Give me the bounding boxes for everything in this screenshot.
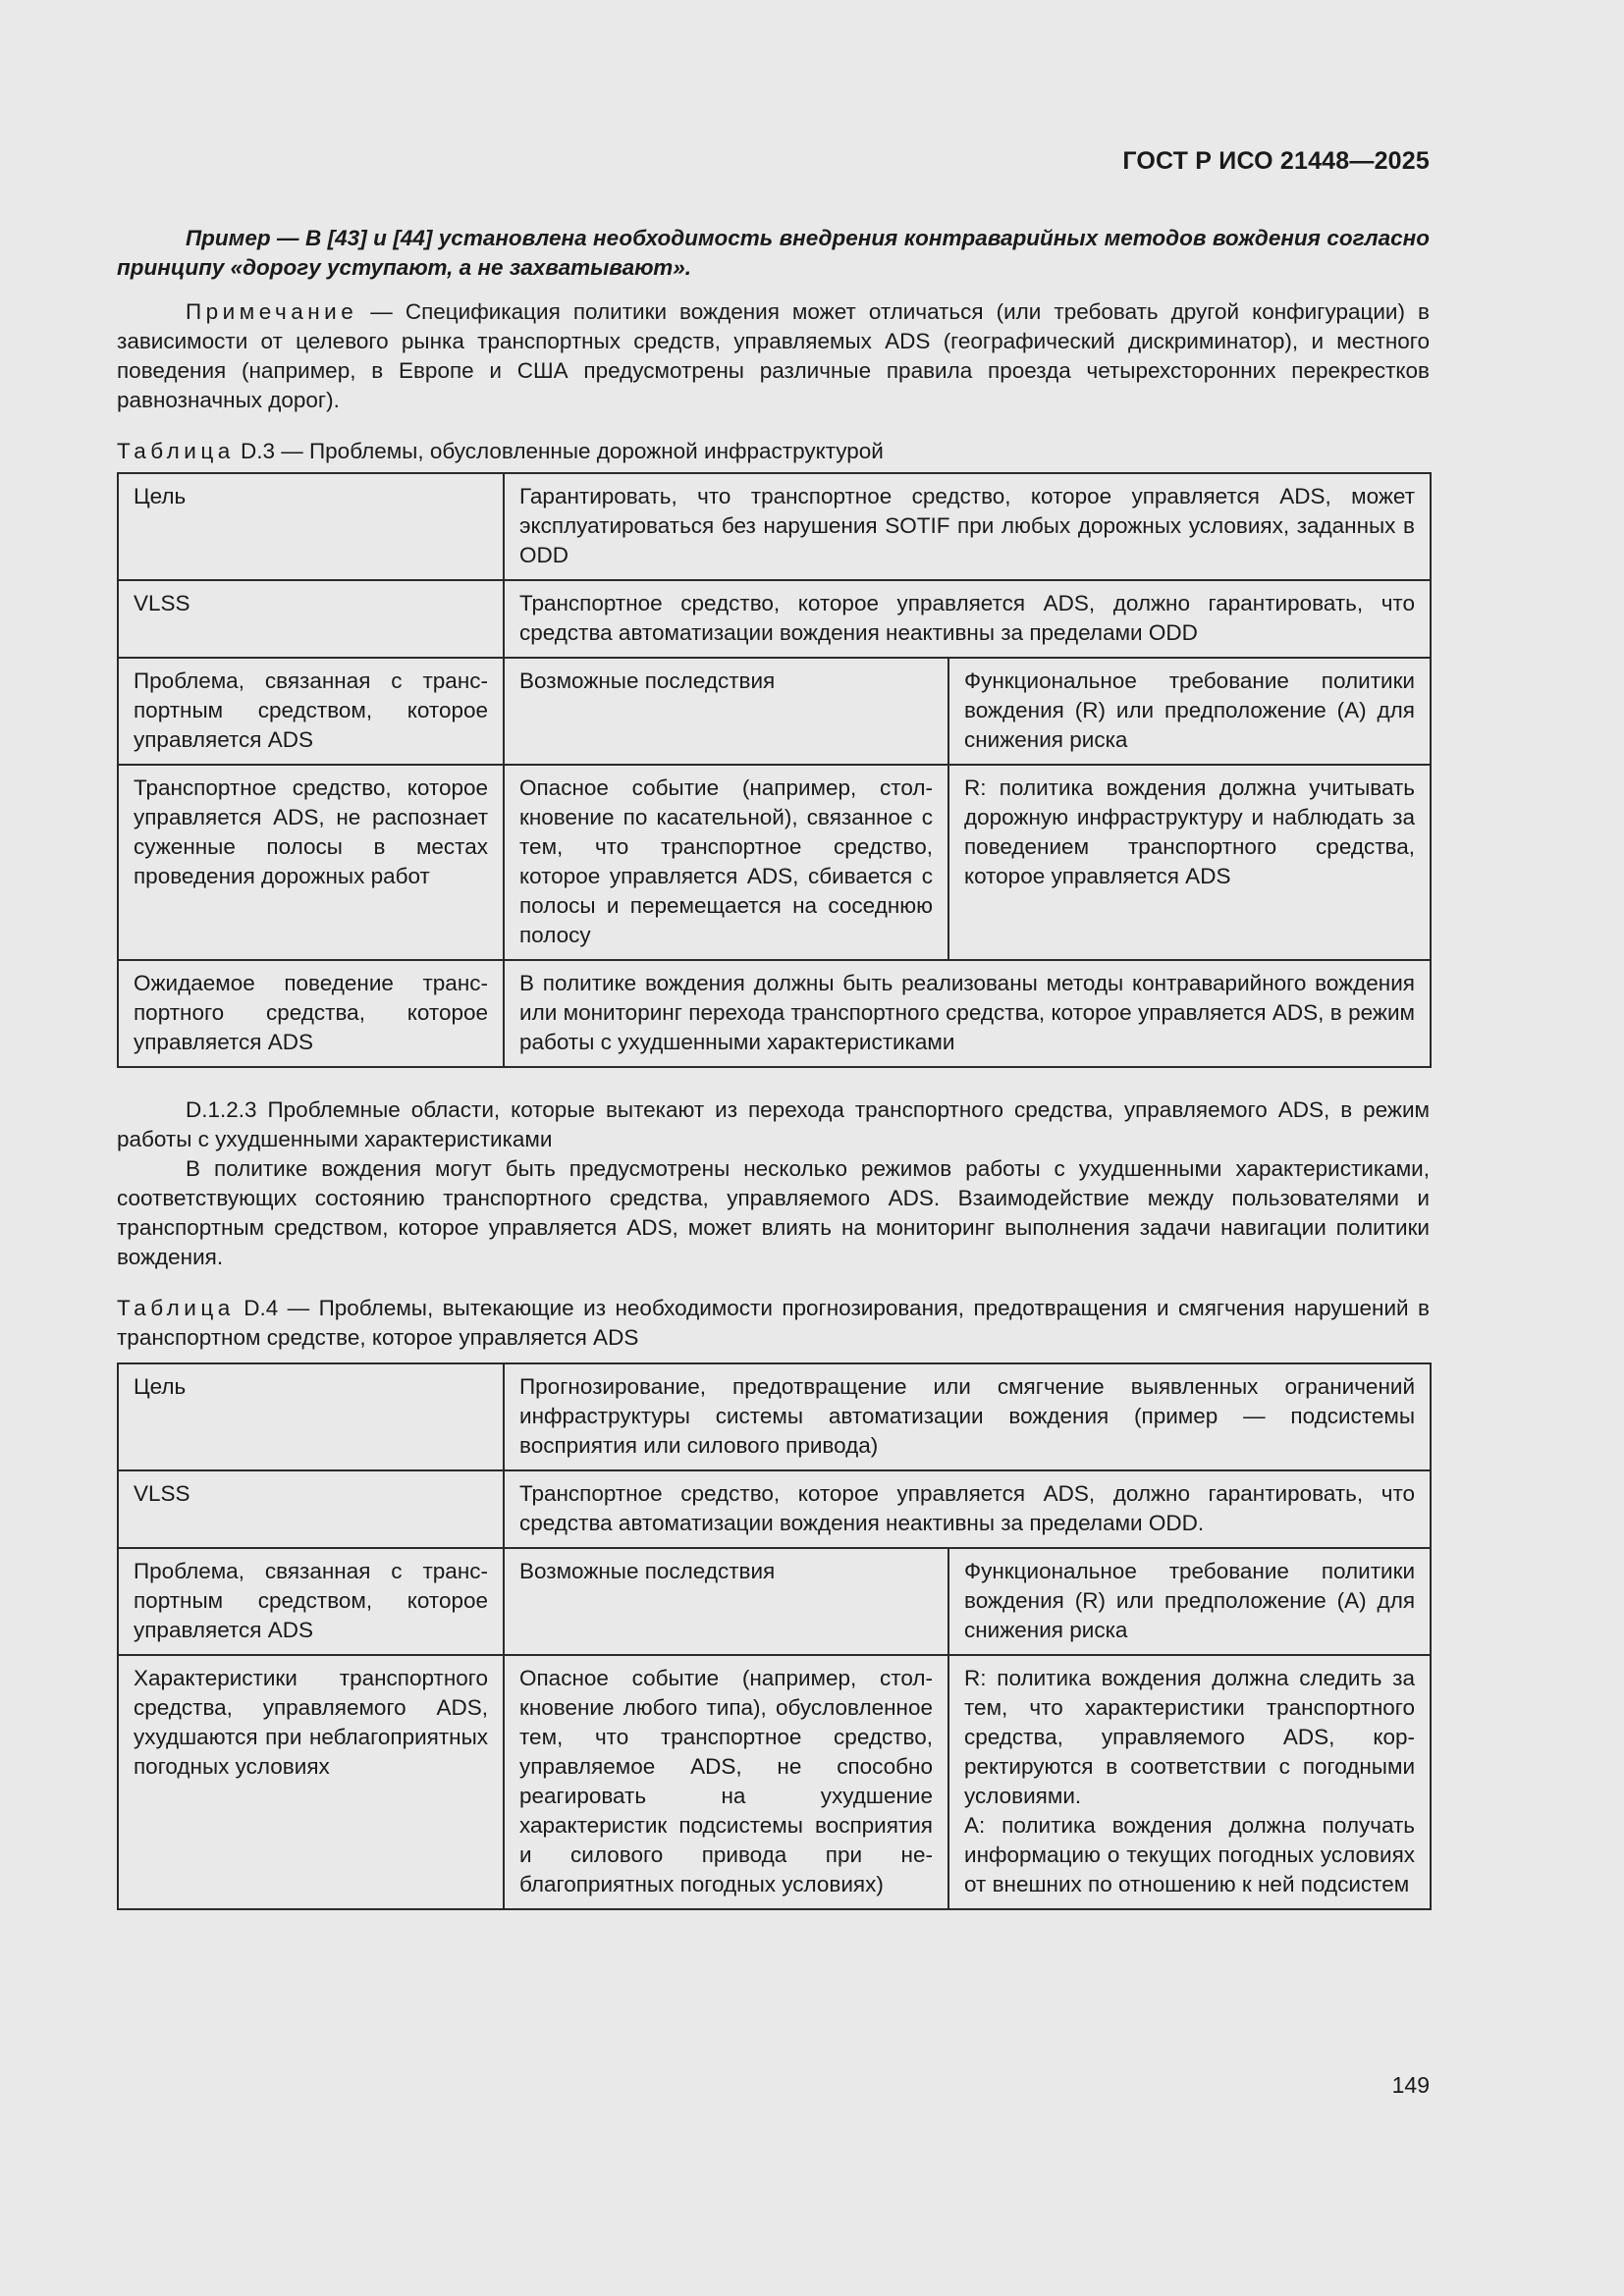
note-paragraph xyxy=(117,297,1430,415)
table-d3-col-problem: Проблема, связанная с транспортным средством, которое управляется ADS xyxy=(118,658,504,765)
table-row xyxy=(118,658,1431,765)
table-d3-consequence-cell: Опасное событие (например, столкновение по касательной), связанное с тем, что транспортное средство, которое управляется ADS, сбивается с полосы и перемещается на соседнюю полосу xyxy=(504,765,948,960)
table-row xyxy=(118,1548,1431,1655)
example-paragraph: Пример — В [43] и [44] установлена необходимость внедрения контраварийных методов вождения согласно принципу «дорогу уступают, а не захватывают». xyxy=(117,226,1430,280)
table-d4-requirement-cell xyxy=(948,1655,1431,1909)
table-d4-goal-text: Прогнозирование, предотвращение или смягчение выявленных ограничений инфраструктуры системы автоматизации вождения (пример — подсистемы восприятия или силового привода) xyxy=(504,1363,1431,1470)
table-d4-col-problem: Проблема, связанная с транспортным средством, которое управляется ADS xyxy=(118,1548,504,1655)
section-paragraph: В политике вождения могут быть предусмотрены несколько режимов работы с ухудшенными характеристиками, соответствующих состоянию транспортного средства, управляемого ADS. Взаимодействие между пользователями и транспортным средством, которое управляется ADS, может влиять на мониторинг выполнения задачи навигации политики вождения. xyxy=(117,1156,1430,1269)
table-d4-requirement-r: R: политика вождения должна следить за тем, что характеристики транспортного средства, управляемого ADS, корректируются в соответствии с погодными условиями. xyxy=(964,1666,1416,1808)
table-d3 xyxy=(117,472,1432,1068)
table-row xyxy=(118,1655,1431,1909)
page-number: 149 xyxy=(1391,2072,1430,2098)
table-d4-consequence-cell: Опасное событие (например, столкновение любого типа), обусловленное тем, что транспортное средство, управляемое ADS, не способно реагировать на ухудшение характеристик подсистемы восприятия и силового привода при неблагоприятных погодных условиях) xyxy=(504,1655,948,1909)
document-header: ГОСТ Р ИСО 21448—2025 xyxy=(1122,147,1430,175)
section-heading: D.1.2.3 Проблемные области, которые вытекают из перехода транспортного средства, управляемого ADS, в режим работы с ухудшенными характеристиками xyxy=(117,1097,1430,1151)
table-d3-caption xyxy=(117,437,1430,466)
table-d3-expected-label: Ожидаемое поведение транспортного средства, которое управляется ADS xyxy=(118,960,504,1067)
table-d3-vlss-label: VLSS xyxy=(118,580,504,658)
table-d4-caption-text: D.4 — Проблемы, вытекающие из необходимости прогнозирования, предотвращения и смягчения нарушений в транспортном средстве, которое управляется ADS xyxy=(117,1296,1430,1350)
note-label: Примечание xyxy=(186,299,358,324)
table-d4-caption-label: Таблица xyxy=(117,1296,235,1320)
table-d3-col-requirement: Функциональное требование политики вождения (R) или предположение (A) для снижения риска xyxy=(948,658,1431,765)
table-d4-col-consequences: Возможные последствия xyxy=(504,1548,948,1655)
table-d3-expected-text: В политике вождения должны быть реализованы методы контраварийного вождения или мониторинг перехода транспортного средства, которое управляется ADS, в режим работы с ухудшенными характеристиками xyxy=(504,960,1431,1067)
table-d4 xyxy=(117,1362,1432,1910)
table-d4-vlss-label: VLSS xyxy=(118,1470,504,1548)
table-row xyxy=(118,960,1431,1067)
table-d4-problem-cell: Характеристики транспортного средства, управляемого ADS, ухудшаются при неблагоприятных погодных условиях xyxy=(118,1655,504,1909)
table-d4-col-requirement: Функциональное требование политики вождения (R) или предположение (A) для снижения риска xyxy=(948,1548,1431,1655)
table-d3-caption-text: D.3 — Проблемы, обусловленные дорожной инфраструктурой xyxy=(234,439,884,463)
note-text: — Спецификация политики вождения может отличаться (или требовать другой конфигурации) в зависимости от целевого рынка транспортных средств, управляемых ADS (географический дискриминатор), и местного поведения (например, в Европе и США предусмотрены различные правила проезда четырехсторонних перекрестков равнозначных дорог). xyxy=(117,299,1430,412)
table-row xyxy=(118,580,1431,658)
table-row xyxy=(118,1363,1431,1470)
table-d3-goal-label: Цель xyxy=(118,473,504,580)
table-d3-vlss-text: Транспортное средство, которое управляется ADS, должно гарантировать, что средства автоматизации вождения неактивны за пределами ODD xyxy=(504,580,1431,658)
table-d3-caption-label: Таблица xyxy=(117,439,235,463)
table-d4-requirement-a: A: политика вождения должна получать информацию о текущих погодных условиях от внешних по отношению к ней подсистем xyxy=(964,1813,1416,1896)
table-d4-vlss-text: Транспортное средство, которое управляется ADS, должно гарантировать, что средства автоматизации вождения неактивны за пределами ODD. xyxy=(504,1470,1431,1548)
page-content xyxy=(117,224,1430,1910)
table-row xyxy=(118,473,1431,580)
table-d3-requirement-cell: R: политика вождения должна учитывать дорожную инфраструктуру и наблюдать за поведением транспортного средства, которое управляется ADS xyxy=(948,765,1431,960)
table-d3-col-consequences: Возможные последствия xyxy=(504,658,948,765)
table-row xyxy=(118,765,1431,960)
table-d3-problem-cell: Транспортное средство, которое управляется ADS, не распознает суженные полосы в местах проведения дорожных работ xyxy=(118,765,504,960)
table-d4-caption xyxy=(117,1294,1430,1353)
table-d3-goal-text: Гарантировать, что транспортное средство, которое управляется ADS, может эксплуатироваться без нарушения SOTIF при любых дорожных условиях, заданных в ODD xyxy=(504,473,1431,580)
table-row xyxy=(118,1470,1431,1548)
table-d4-goal-label: Цель xyxy=(118,1363,504,1470)
